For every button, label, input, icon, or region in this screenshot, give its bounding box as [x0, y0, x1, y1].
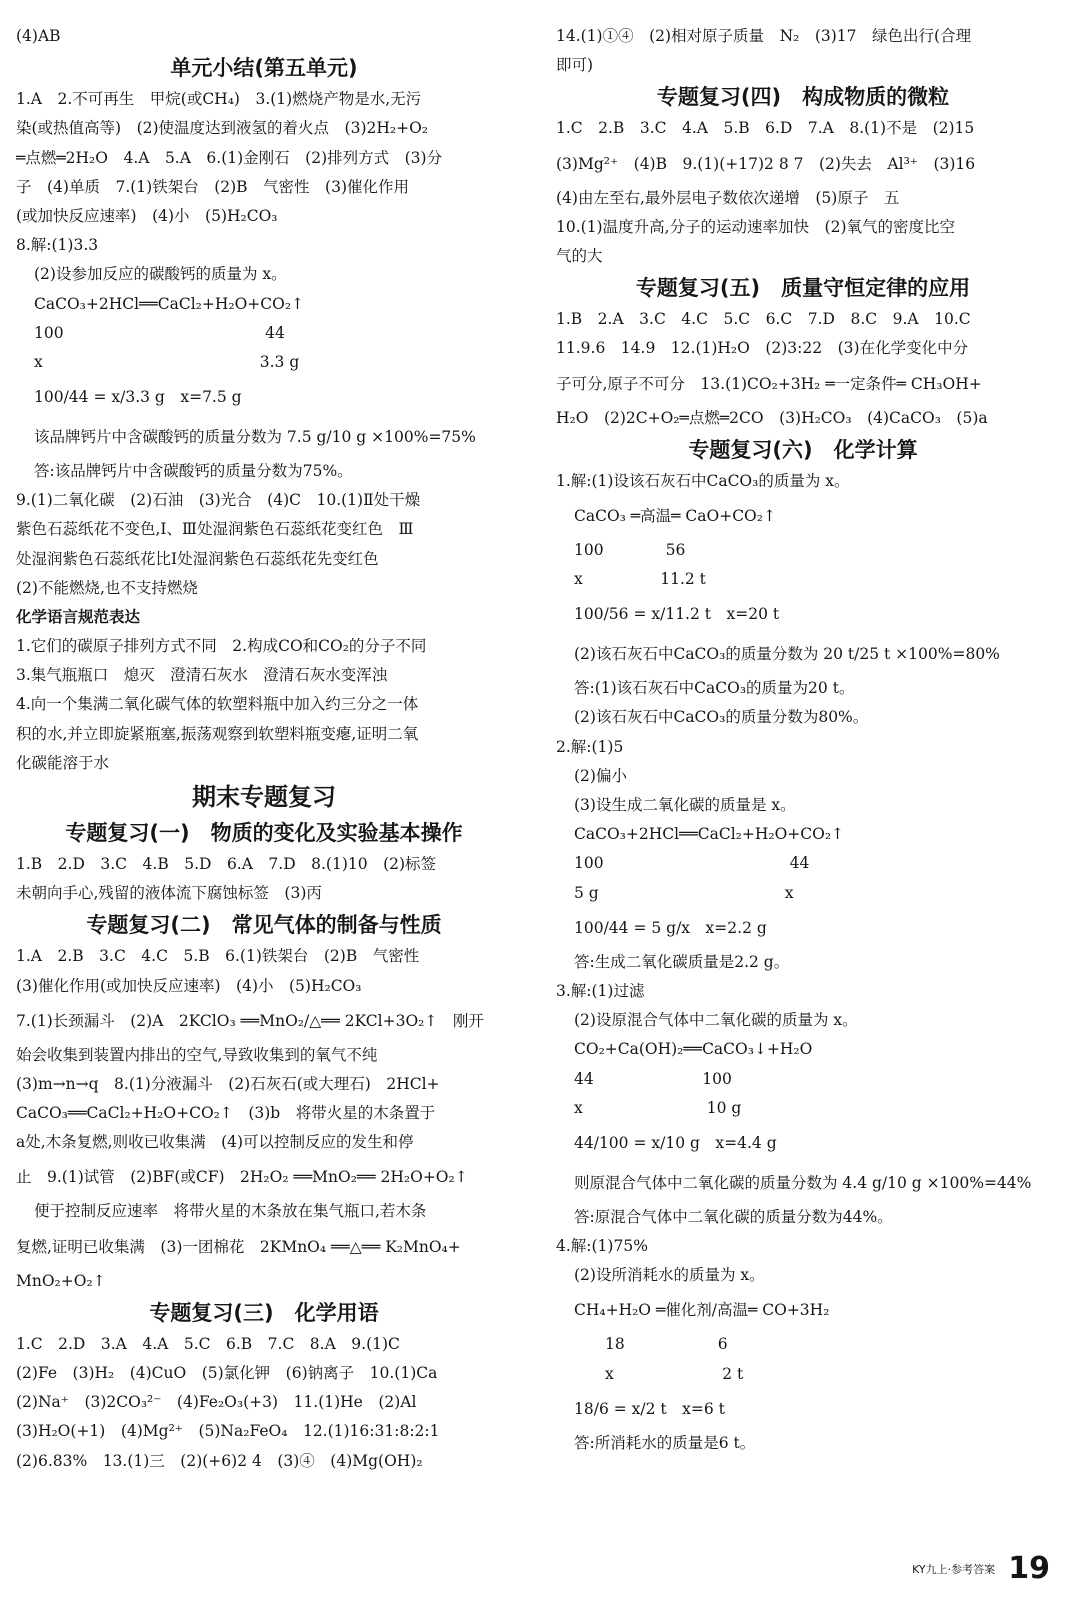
text-line: 处湿润紫色石蕊纸花比Ⅰ处湿润紫色石蕊纸花先变红色 — [16, 549, 379, 568]
text-line: 1.A 2.B 3.C 4.C 5.B 6.(1)铁架台 (2)B 气密性 — [16, 947, 420, 966]
section-heading: 专题复习(四) 构成物质的微粒 — [656, 85, 950, 110]
text-line: 便于控制反应速率 将带火星的木条放在集气瓶口,若木条 — [34, 1202, 427, 1221]
text-line: 答:该品牌钙片中含碳酸钙的质量分数为75%。 — [34, 462, 353, 481]
text-line: (3)设生成二氧化碳的质量是 x。 — [574, 796, 796, 814]
text-line: 止 9.(1)试管 (2)BF(或CF) 2H₂O₂ ══MnO₂══ 2H₂O+O₂↑ — [16, 1168, 468, 1187]
section-heading: 期末专题复习 — [192, 782, 336, 811]
text-line: 11.9.6 14.9 12.(1)H₂O (2)3:22 (3)在化学变化中分 — [556, 339, 969, 358]
footer-label: KY九上·参考答案 — [912, 1562, 996, 1576]
section-heading: 专题复习(六) 化学计算 — [688, 437, 918, 462]
text-line: 100/56 = x/11.2 t x=20 t — [574, 605, 780, 624]
text-line: CaCO₃+2HCl══CaCl₂+H₂O+CO₂↑ — [574, 825, 845, 844]
text-line: 答:原混合气体中二氧化碳的质量分数为44%。 — [574, 1207, 893, 1226]
text-line: (2)设原混合气体中二氧化碳的质量为 x。 — [574, 1011, 858, 1030]
text-line: (或加快反应速率) (4)小 (5)H₂CO₃ — [16, 206, 278, 225]
text-line: 18/6 = x/2 t x=6 t — [574, 1399, 725, 1418]
text-line: a处,木条复燃,则收已收集满 (4)可以控制反应的发生和停 — [16, 1133, 414, 1152]
page-footer — [912, 1551, 1050, 1586]
text-line: (3)Mg²⁺ (4)B 9.(1)(+17)2 8 7 (2)失去 Al³⁺ (3)16 — [556, 154, 976, 173]
text-line: (2)不能燃烧,也不支持燃烧 — [16, 578, 198, 597]
text-line: 3.解:(1)过滤 — [556, 981, 645, 1000]
text-line: 未朝向手心,残留的液体流下腐蚀标签 (3)丙 — [16, 884, 322, 903]
text-line: 100 44 — [34, 323, 285, 342]
section-heading: 专题复习(二) 常见气体的制备与性质 — [86, 913, 442, 938]
text-line: 始会收集到装置内排出的空气,导致收集到的氧气不纯 — [16, 1045, 378, 1064]
text-line: 10.(1)温度升高,分子的运动速率加快 (2)氧气的密度比空 — [556, 217, 955, 236]
section-heading: 单元小结(第五单元) — [170, 56, 358, 81]
text-line: 子 (4)单质 7.(1)铁架台 (2)B 气密性 (3)催化作用 — [16, 177, 410, 196]
text-line: 1.它们的碳原子排列方式不同 2.构成CO和CO₂的分子不同 — [16, 637, 427, 655]
text-line: CO₂+Ca(OH)₂══CaCO₃↓+H₂O — [574, 1040, 813, 1059]
text-line: 该品牌钙片中含碳酸钙的质量分数为 7.5 g/10 g ×100%=75% — [34, 428, 476, 447]
text-line: 化碳能溶于水 — [16, 753, 110, 772]
text-line: (2)设所消耗水的质量为 x。 — [574, 1266, 765, 1285]
text-line: 1.C 2.B 3.C 4.A 5.B 6.D 7.A 8.(1)不是 (2)15 — [556, 119, 975, 138]
text-line: x 10 g — [574, 1098, 742, 1117]
text-line: x 11.2 t — [574, 570, 706, 589]
text-line: (3)H₂O(+1) (4)Mg²⁺ (5)Na₂FeO₄ 12.(1)16:31:8:2:1 — [16, 1422, 440, 1441]
text-line: (2)设参加反应的碳酸钙的质量为 x。 — [34, 265, 287, 284]
text-line: 14.(1)①④ (2)相对原子质量 N₂ (3)17 绿色出行(合理 — [556, 27, 972, 45]
text-line: 复燃,证明已收集满 (3)一团棉花 2KMnO₄ ══△══ K₂MnO₄+ — [16, 1237, 461, 1256]
page-number: 19 — [1008, 1551, 1050, 1586]
text-line: (3)催化作用(或加快反应速率) (4)小 (5)H₂CO₃ — [16, 976, 362, 995]
text-line: 2.解:(1)5 — [556, 737, 624, 756]
text-line: 答:所消耗水的质量是6 t。 — [574, 1433, 756, 1452]
text-line: (4)由左至右,最外层电子数依次递增 (5)原子 五 — [556, 188, 900, 207]
section-heading: 专题复习(一) 物质的变化及实验基本操作 — [65, 820, 463, 845]
text-line: 100/44 = x/3.3 g x=7.5 g — [34, 388, 242, 407]
text-line: 1.解:(1)设该石灰石中CaCO₃的质量为 x。 — [556, 471, 850, 490]
text-line: (2)该石灰石中CaCO₃的质量分数为 20 t/25 t ×100%=80% — [574, 645, 1000, 664]
text-line: 1.A 2.不可再生 甲烷(或CH₄) 3.(1)燃烧产物是水,无污 — [16, 90, 422, 109]
text-line: 18 6 — [574, 1335, 728, 1354]
text-line: 积的水,并立即旋紧瓶塞,振荡观察到软塑料瓶变瘪,证明二氧 — [16, 724, 419, 743]
text-line: 7.(1)长颈漏斗 (2)A 2KClO₃ ══MnO₂/△══ 2KCl+3O₂↑ 刚开 — [16, 1011, 484, 1030]
text-line: 44 100 — [574, 1069, 732, 1088]
text-line: 8.解:(1)3.3 — [16, 236, 99, 255]
text-line: 1.C 2.D 3.A 4.A 5.C 6.B 7.C 8.A 9.(1)C — [16, 1334, 400, 1353]
text-line: x 2 t — [574, 1364, 744, 1383]
text-line: 则原混合气体中二氧化碳的质量分数为 4.4 g/10 g ×100%=44% — [574, 1173, 1032, 1192]
text-line: (2)Fe (3)H₂ (4)CuO (5)氯化钾 (6)钠离子 10.(1)Ca — [16, 1364, 438, 1382]
right-column — [556, 22, 1050, 1458]
text-line: 44/100 = x/10 g x=4.4 g — [574, 1133, 777, 1152]
left-column — [16, 22, 512, 1476]
text-line: 即可) — [556, 56, 594, 75]
text-line: CaCO₃ ═高温═ CaO+CO₂↑ — [574, 506, 776, 525]
text-line: 1.B 2.D 3.C 4.B 5.D 6.A 7.D 8.(1)10 (2)标签 — [16, 854, 437, 873]
text-line: (2)偏小 — [574, 766, 627, 785]
subsection-heading: 化学语言规范表达 — [16, 608, 141, 626]
text-line: 3.集气瓶瓶口 熄灭 澄清石灰水 澄清石灰水变浑浊 — [16, 666, 388, 685]
text-line: 答:(1)该石灰石中CaCO₃的质量为20 t。 — [574, 679, 855, 698]
text-line: 9.(1)二氧化碳 (2)石油 (3)光合 (4)C 10.(1)Ⅱ处干燥 — [16, 491, 421, 510]
text-line: 染(或热值高等) (2)使温度达到液氢的着火点 (3)2H₂+O₂ — [16, 119, 429, 138]
text-line: 5 g x — [574, 883, 794, 902]
text-line: (4)AB — [16, 27, 61, 45]
text-line: 100 56 — [574, 540, 686, 559]
section-heading: 专题复习(三) 化学用语 — [149, 1300, 379, 1325]
text-line: 子可分,原子不可分 13.(1)CO₂+3H₂ ═一定条件═ CH₃OH+ — [556, 374, 982, 393]
text-line: 1.B 2.A 3.C 4.C 5.C 6.C 7.D 8.C 9.A 10.C — [556, 310, 971, 329]
text-line: (2)该石灰石中CaCO₃的质量分数为80%。 — [574, 708, 869, 727]
text-line: 4.向一个集满二氧化碳气体的软塑料瓶中加入约三分之一体 — [16, 695, 419, 714]
text-line: 100/44 = 5 g/x x=2.2 g — [574, 918, 767, 937]
text-line: CH₄+H₂O ═催化剂/高温═ CO+3H₂ — [574, 1301, 830, 1320]
text-line: (3)m→n→q 8.(1)分液漏斗 (2)石灰石(或大理石) 2HCl+ — [16, 1074, 440, 1093]
text-line: H₂O (2)2C+O₂═点燃═2CO (3)H₂CO₃ (4)CaCO₃ (5)a — [556, 408, 988, 427]
text-line: CaCO₃══CaCl₂+H₂O+CO₂↑ (3)b 将带火星的木条置于 — [16, 1104, 436, 1123]
text-line: MnO₂+O₂↑ — [16, 1271, 106, 1290]
text-line: 答:生成二氧化碳质量是2.2 g。 — [574, 952, 790, 971]
text-line: (2)6.83% 13.(1)三 (2)(+6)2 4 (3)④ (4)Mg(OH)₂ — [16, 1451, 423, 1470]
text-line: x 3.3 g — [34, 352, 300, 371]
text-line: CaCO₃+2HCl══CaCl₂+H₂O+CO₂↑ — [34, 294, 305, 313]
text-line: 100 44 — [574, 854, 810, 873]
text-line: 4.解:(1)75% — [556, 1237, 648, 1256]
text-line: 气的大 — [556, 246, 603, 265]
text-line: (2)Na⁺ (3)2CO₃²⁻ (4)Fe₂O₃(+3) 11.(1)He (2)Al — [16, 1393, 417, 1412]
text-line: 紫色石蕊纸花不变色,Ⅰ、Ⅲ处湿润紫色石蕊纸花变红色 Ⅲ — [16, 520, 414, 539]
section-heading: 专题复习(五) 质量守恒定律的应用 — [635, 276, 971, 301]
text-line: ═点燃═2H₂O 4.A 5.A 6.(1)金刚石 (2)排列方式 (3)分 — [16, 148, 443, 167]
